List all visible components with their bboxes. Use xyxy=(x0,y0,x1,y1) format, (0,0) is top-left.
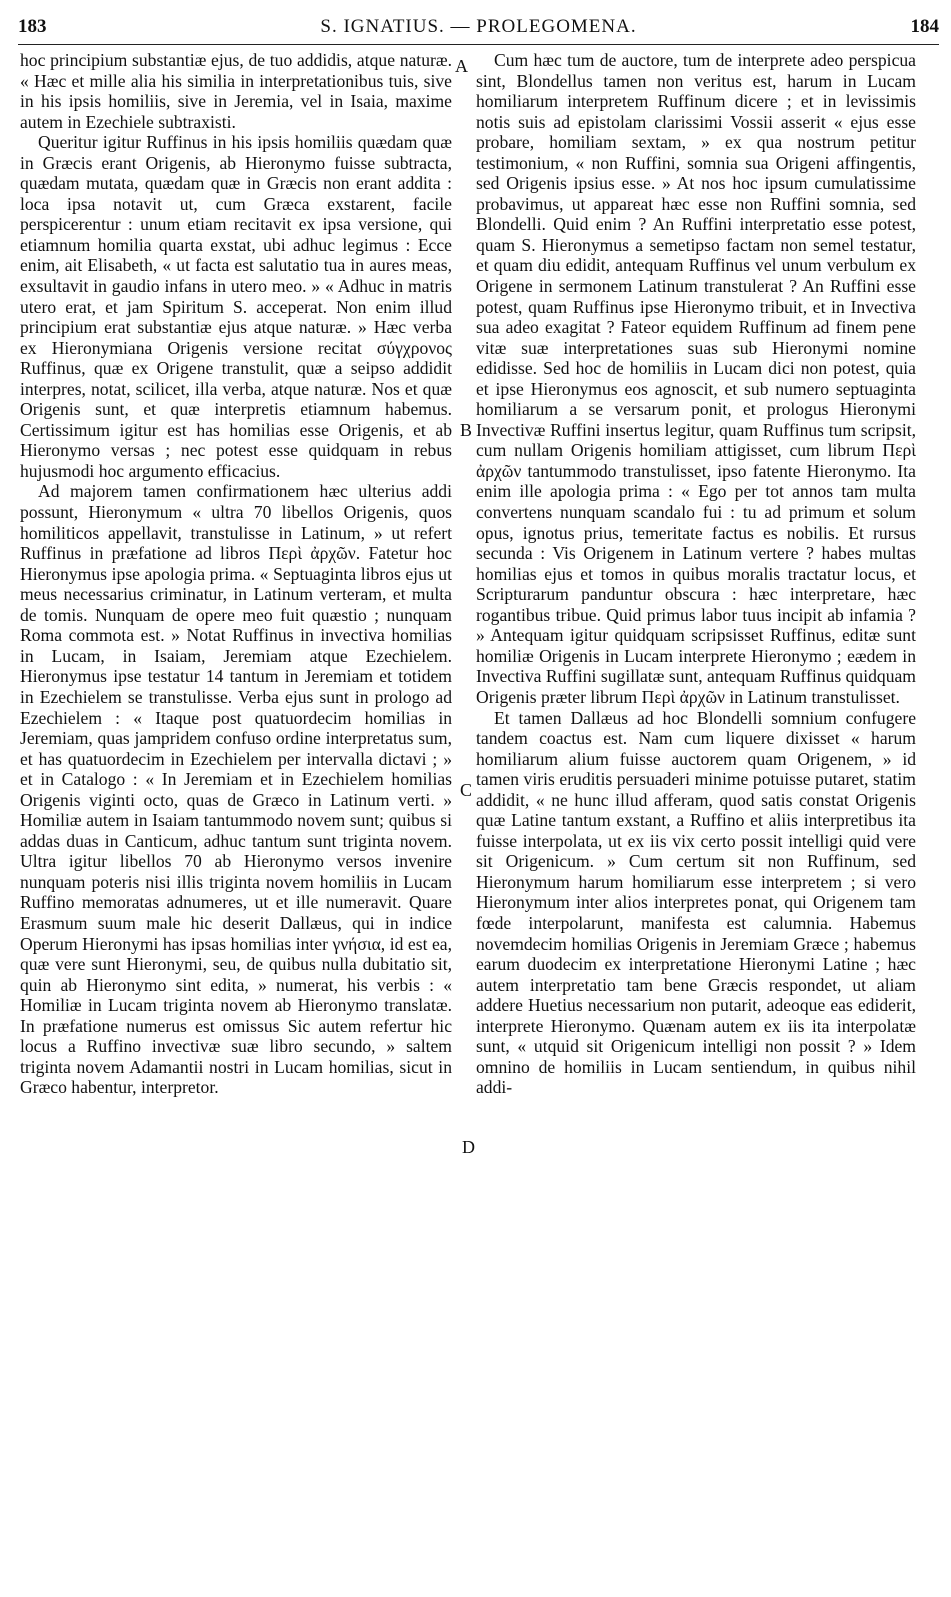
right-paragraph: Cum hæc tum de auctore, tum de interprete adeo perspicua sint, Blondellus tamen non veritus est, harum in Lucam homiliarum interpretem Ruffinum dicere ; et in levissimis notis suis ad epistolam clarissimi Vossii asserit « ejus esse probare, homiliam sextam, » ex qua nostrum petitur testimonium, « non Ruffini, somnia sua Origeni affingentis, sed Origenis ipsius esse. » At nos hoc ipsum cumulatissime probavimus, ut appareat hæc esse non Ruffini somnia, sed Blondelli. Quid enim ? An Ruffini interpretatio esse potest, quam S. Hieronymus a semetipso factam non semel testatur, et quam diu edidit, antequam Ruffinus vel unum verbulum ex Origene in sermonem Latinum transtulerat ? An Ruffini esse potest, quam Ruffinus ipse Hieronymo tribuit, et in Invectiva sua adeo exagitat ? Fateor equidem Ruffinum ad finem pene vitæ suæ interpretationes suas sub Hieronymi nomine edidisse. Sed hoc de homiliis in Lucam dici non potest, quia et ipse Hieronymus eos agnoscit, et sub numero septuaginta homiliarum a se versarum ponit, et prologus Hieronymi Invectivæ Ruffini insertus legitur, quam Ruffinus tum scripsit, cum nullam Origenis homiliam attigisset, cum librum Περὶ ἀρχῶν tantummodo transtulisset, ipso fatente Hieronymo. Ita enim ille apologia prima : « Ego per tot annos tam multa convertens nunquam scandalo fui : tu ad primum et solum opus, ignotus prius, temeritate factus es nobilis. Et rursus secunda : Vis Origenem in Latinum vertere ? habes multas homilias ejus et tomos in quibus moralis tractatur locus, et Scripturarum panduntur obscura : hæc interpretare, hæc rogantibus tribue. Quid primus labor tuus incipit ab infamia ? » Antequam igitur quidquam scripsisset Ruffinus, editæ sunt homiliæ Origenis in Lucam interprete Hieronymo ; eædem in Invectiva Ruffini sugillatæ sunt, antequam Ruffinus quidquam Origenis præter librum Περὶ ἀρχῶν in Latinum transtulisset. xyxy=(476,50,916,707)
page-number-right: 184 xyxy=(910,16,939,37)
margin-marker-b: B xyxy=(460,420,473,440)
margin-marker-d: D xyxy=(462,1137,475,1157)
left-column xyxy=(20,50,452,1098)
left-paragraph: Queritur igitur Ruffinus in his ipsis homiliis quædam quæ in Græcis erant Origenis, ab Hieronymo fuisse subtracta, quædam mutata, quædam quæ in Græcis non erant addita : loca ipsa notavit ut, cum Græca exstarent, facile perspicerentur : unum etiam recitavit ex ipsa versione, qui etiamnum homilia quarta exstat, ubi adhuc legimus : Ecce enim, ait Elisabeth, « ut facta est salutatio tua in aures meas, exsultavit in gaudio infans in utero meo. » « Adhuc in matris utero erat, et jam Spiritum S. acceperat. Non enim illud principium erat substantiæ ejus atque naturæ. » Hæc verba ex Hieronymiana Origenis versione recitat σύγχρονος Ruffinus, quæ ex Origene transtulit, quæ a seipso addidit interpres, notat, scilicet, illa verba, atque naturæ. Nos et quæ Origenis sunt, et quæ interpretis etiamnum habemus. Certissimum igitur est has homilias esse Origenis, et ab Hieronymo versas ; nec potest esse quidquam in rebus hujusmodi hoc argumento efficacius. xyxy=(20,132,452,481)
left-paragraph: hoc principium substantiæ ejus, de tuo addidis, atque naturæ. « Hæc et mille alia his similia in interpretationibus tuis, sive in his ipsis homiliis, sive in Jeremia, vel in Isaia, maxime autem in Ezechiele subtraxisti. xyxy=(20,50,452,132)
margin-marker-a: A xyxy=(455,56,468,76)
running-title: S. IGNATIUS. — PROLEGOMENA. xyxy=(320,16,637,37)
right-paragraph: Et tamen Dallæus ad hoc Blondelli somnium confugere tandem coactus est. Nam cum liquere dixisset « harum homiliarum alium fuisse auctorem quam Origenem, » id tamen viris eruditis persuaderi minime potuisse putaret, statim addidit, « ne hunc illud afferam, quod satis constat Origenis quæ Latine tantum exstant, a Ruffino et aliis interpretibus ita fuisse interpolata, ut ex iis vix certo possit intelligi quid vere sit Origenicum. » Cum certum sit non Ruffinum, sed Hieronymum harum homiliarum esse interpretem ; si vero Hieronymum inter alios interpretes ponat, qui Origenem tam fœde interpolarunt, manifesta est calumnia. Habemus novemdecim homilias Origenis in Jeremiam Græce ; habemus earum duodecim ex interpretatione Hieronymi Latine ; hæc autem interpretatio tam bene Græcis respondet, ut aliam addere Huetius necessarium non putarit, adeoque eas ediderit, interprete Hieronymo. Quænam autem ex iis ita interpolatæ sunt, « utquid sit Origenicum intelligi non possit ? » Idem omnino de homiliis in Lucam sentiendum, in quibus nihil addi- xyxy=(476,707,916,1098)
margin-marker-c: C xyxy=(460,780,473,800)
page-number-left: 183 xyxy=(18,16,47,37)
right-column xyxy=(476,50,916,1098)
left-paragraph: Ad majorem tamen confirmationem hæc ulterius addi possunt, Hieronymum « ultra 70 libellos Origenis, quos homiliticos appellavit, transtulisse in Latinum, » ut refert Ruffinus in præfatione ad libros Περὶ ἀρχῶν. Fatetur hoc Hieronymus ipse apologia prima. « Septuaginta libros ejus ut meus necessarius criminatur, in Latinum verteram, et multa de tomis. Nunquam de opere meo fuit quæstio ; nunquam Roma commota est. » Notat Ruffinus in invectiva homilias in Lucam, in Isaiam, Jeremiam atque Ezechielem. Hieronymus ipse testatur 14 tantum in Jeremiam et totidem in Ezechielem se transtulisse. Verba ejus sunt in prologo ad Ezechielem : « Itaque post quatuordecim homilias in Jeremiam, quas jampridem confuso ordine interpretatus sum, et has quatuordecim in Ezechielem per intervalla dictavi ; » et in Catalogo : « In Jeremiam et in Ezechielem homilias Origenis viginti octo, quas de Græco in Latinum verti. » Homiliæ autem in Isaiam tantummodo novem sunt; quibus si addas duas in Canticum, adhuc tantum sunt triginta novem. Ultra igitur libellos 70 ab Hieronymo versos invenire nunquam poteris nisi illis triginta novem homiliis in Lucam Ruffino memoratas adnumeres, ut et ille numeravit. Quare Erasmum suum male hic deserit Dallæus, qui in indice Operum Hieronymi has ipsas homilias inter γνήσια, id est ea, quæ vere sunt Hieronymi, seu, de quibus nulla dubitatio sit, quin ab Hieronymo sint edita, » numerat, his verbis : « Homiliæ in Lucam triginta novem ab Hieronymo translatæ. In præfatione numerus est omissus Sic autem refertur hic locus a Ruffino invectivæ suæ libro secundo, » saltem triginta novem Adamantii nostri in Lucam homilias, sicut in Græco habentur, interpretor. xyxy=(20,481,452,1098)
page-header xyxy=(18,10,939,45)
